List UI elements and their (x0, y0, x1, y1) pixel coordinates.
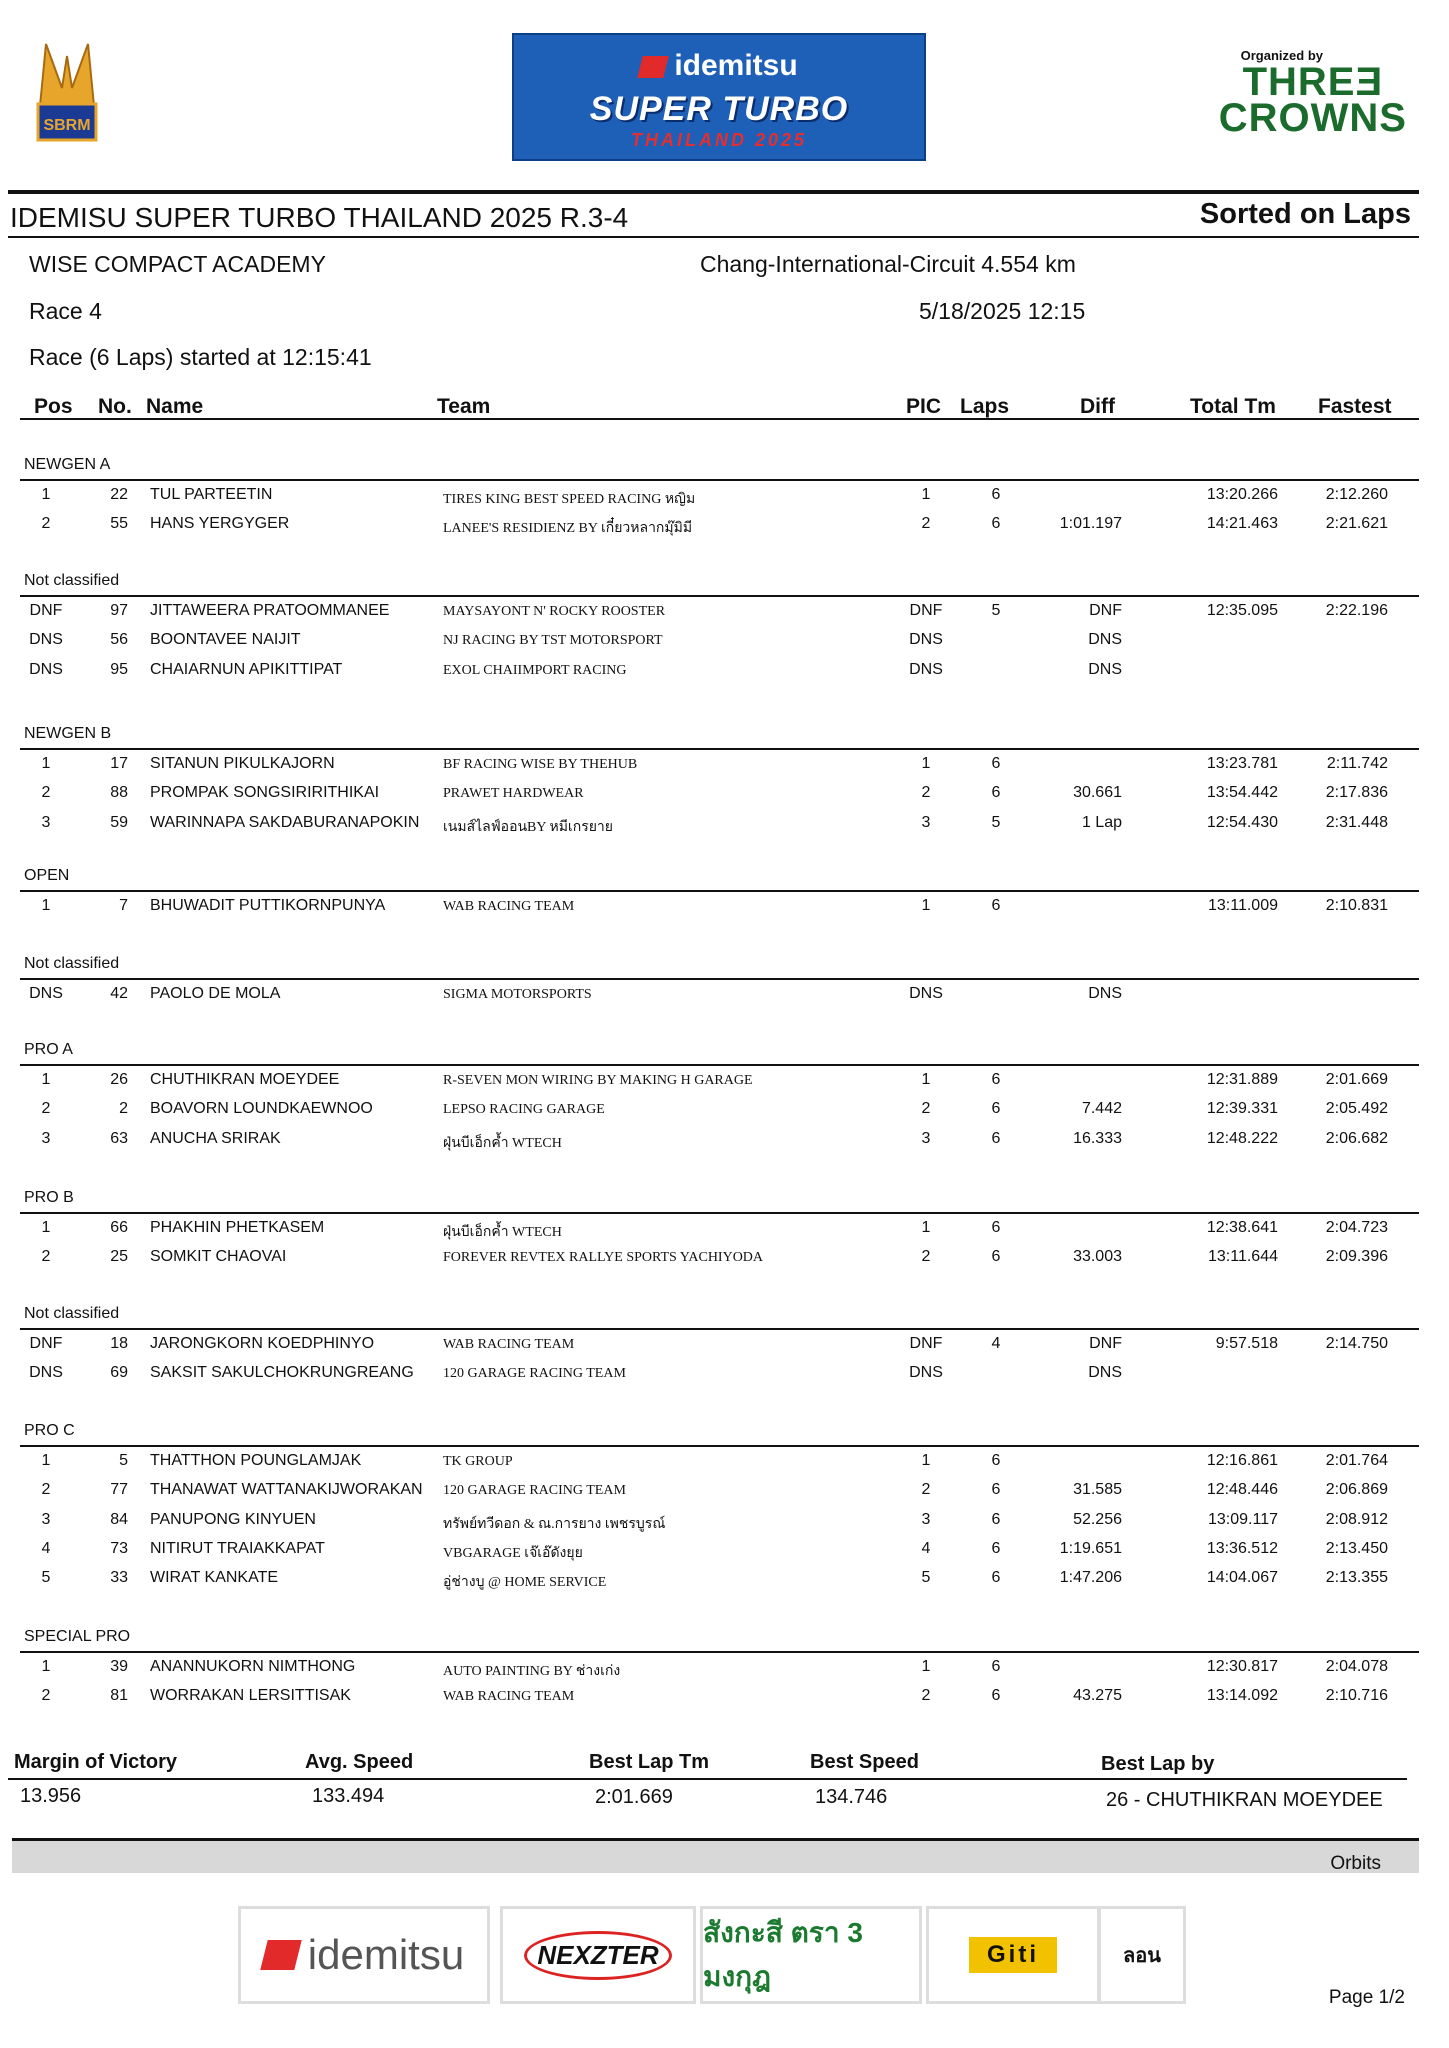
cell-driver-name: WORRAKAN LERSITTISAK (150, 1687, 351, 1705)
cell-fastest: 2:14.750 (1325, 1335, 1388, 1352)
cell-pic: 1 (921, 486, 931, 503)
col-pos: Pos (34, 395, 73, 418)
group-rule (20, 748, 1419, 750)
cell-pic: 2 (921, 1687, 931, 1705)
cell-laps: 6 (991, 897, 1001, 914)
organizer-line1-glyph: Ǝ (1355, 60, 1384, 104)
lon-sponsor-logo (1098, 1906, 1186, 2004)
cell-total-time: 13:54.442 (1206, 784, 1278, 802)
table-row (0, 1364, 1449, 1388)
table-row (0, 1130, 1449, 1154)
cell-no: 84 (110, 1510, 128, 1528)
cell-driver-name: SAKSIT SAKULCHOKRUNGREANG (150, 1364, 414, 1382)
cell-team: WAB RACING TEAM (443, 1337, 575, 1352)
cell-pic: 2 (921, 515, 931, 533)
cell-pic: 4 (921, 1539, 931, 1557)
best-lap-by-value: 26 - CHUTHIKRAN MOEYDEE (1106, 1789, 1383, 1811)
cell-pic: DNS (909, 660, 943, 678)
cell-fastest: 2:10.716 (1325, 1687, 1388, 1705)
cell-no: 39 (110, 1658, 128, 1675)
cell-diff: 33.003 (1073, 1248, 1122, 1266)
group-rule (20, 890, 1419, 892)
cell-pos: 2 (41, 515, 51, 533)
cell-team: FOREVER REVTEX RALLYE SPORTS YACHIYODA (443, 1250, 764, 1266)
cell-no: 97 (110, 602, 128, 619)
group-title: Not classified (24, 572, 120, 589)
cell-pic: 2 (921, 1248, 931, 1266)
cell-pos: 3 (41, 1510, 51, 1528)
cell-driver-name: PHAKHIN PHETKASEM (150, 1219, 325, 1236)
cell-fastest: 2:22.196 (1325, 602, 1388, 619)
group-rule (20, 1328, 1419, 1330)
cell-laps: 6 (991, 1687, 1001, 1705)
cell-pic: DNF (909, 602, 943, 619)
cell-pos: DNS (29, 985, 63, 1002)
cell-pic: DNS (909, 631, 943, 649)
cell-pic: 2 (921, 1100, 931, 1118)
cell-fastest: 2:21.621 (1325, 515, 1388, 533)
margin-label: Margin of Victory (14, 1751, 177, 1773)
cell-no: 26 (110, 1071, 128, 1088)
cell-team: TK GROUP (443, 1454, 513, 1469)
table-row (0, 784, 1449, 808)
group-rule (20, 978, 1419, 980)
cell-no: 81 (110, 1687, 128, 1705)
cell-diff: 30.661 (1073, 784, 1122, 802)
cell-total-time: 13:14.092 (1206, 1687, 1278, 1705)
cell-driver-name: HANS YERGYGER (150, 515, 290, 533)
cell-fastest: 2:12.260 (1325, 486, 1388, 503)
cell-diff: 52.256 (1073, 1510, 1122, 1528)
col-fastest: Fastest (1318, 395, 1392, 418)
cell-total-time: 12:35.095 (1206, 602, 1278, 619)
cell-laps: 6 (991, 1129, 1001, 1147)
group-title: PRO B (24, 1189, 74, 1206)
table-row (0, 1481, 1449, 1505)
cell-driver-name: JARONGKORN KOEDPHINYO (150, 1335, 375, 1352)
group-rule (20, 595, 1419, 597)
sponsor-giti: Giti (969, 1937, 1057, 1973)
cell-pic: 2 (921, 1481, 931, 1499)
cell-no: 33 (110, 1569, 128, 1587)
group-title: Not classified (24, 955, 120, 972)
cell-diff: DNS (1088, 985, 1122, 1002)
race-datetime: 5/18/2025 12:15 (919, 298, 1086, 324)
class-name: WISE COMPACT ACADEMY (29, 251, 326, 277)
table-row (0, 515, 1449, 539)
group-rule (20, 479, 1419, 481)
col-team: Team (437, 395, 491, 418)
cell-laps: 4 (991, 1335, 1001, 1352)
cell-laps: 6 (991, 515, 1001, 533)
summary-rule (8, 1778, 1407, 1780)
cell-total-time: 14:04.067 (1206, 1569, 1278, 1587)
cell-driver-name: TUL PARTEETIN (150, 486, 273, 503)
cell-driver-name: ANANNUKORN NIMTHONG (150, 1658, 356, 1675)
cell-pic: DNF (909, 1335, 943, 1352)
cell-pic: 3 (921, 1510, 931, 1528)
organizer-line2: CROWNS (1218, 96, 1407, 140)
cell-team: LANEE'S RESIDIENZ BY เกี๋ยวหลากมุ๊มิมี (443, 521, 693, 537)
cell-total-time: 13:23.781 (1206, 755, 1278, 772)
cell-diff: 16.333 (1073, 1129, 1122, 1147)
cell-driver-name: CHAIARNUN APIKITTIPAT (150, 660, 343, 678)
race-name: Race 4 (29, 298, 102, 324)
cell-pic: 1 (921, 1219, 931, 1236)
cell-fastest: 2:31.448 (1325, 813, 1388, 831)
cell-total-time: 13:11.009 (1208, 897, 1278, 914)
cell-total-time: 12:48.222 (1206, 1129, 1278, 1147)
cell-no: 77 (110, 1481, 128, 1499)
cell-pic: 3 (921, 1129, 931, 1147)
col-diff: Diff (1080, 395, 1115, 418)
col-total: Total Tm (1190, 395, 1276, 418)
cell-laps: 5 (991, 602, 1001, 619)
cell-pos: DNS (29, 631, 63, 649)
group-rule (20, 1445, 1419, 1447)
organizer-label: Organized by (1240, 48, 1323, 63)
banner-brand: idemitsu (674, 49, 798, 82)
cell-no: 7 (119, 897, 128, 914)
cell-pic: 1 (921, 755, 931, 772)
best-lap-by-label: Best Lap by (1101, 1753, 1215, 1775)
cell-no: 66 (110, 1219, 128, 1236)
group-rule (20, 1212, 1419, 1214)
col-no: No. (98, 395, 132, 418)
cell-diff: 43.275 (1073, 1687, 1122, 1705)
table-row (0, 755, 1449, 779)
best-speed-value: 134.746 (815, 1786, 888, 1808)
cell-team: R-SEVEN MON WIRING BY MAKING H GARAGE (443, 1073, 753, 1088)
sponsor-idemitsu: idemitsu (307, 1931, 465, 1978)
cell-no: 59 (110, 813, 128, 831)
cell-team: MAYSAYONT N' ROCKY ROOSTER (443, 604, 666, 619)
cell-driver-name: BHUWADIT PUTTIKORNPUNYA (150, 897, 386, 914)
table-row (0, 602, 1449, 626)
sponsor-lon: ลอน (1123, 1945, 1161, 1967)
cell-team: 120 GARAGE RACING TEAM (443, 1366, 626, 1382)
cell-driver-name: BOAVORN LOUNDKAEWNOO (150, 1100, 373, 1118)
cell-pos: 1 (41, 897, 51, 914)
sponsor-three-crowns: สังกะสี ตรา 3 มงกุฎ (703, 1917, 863, 1992)
cell-laps: 6 (991, 1452, 1001, 1469)
group-rule (20, 1064, 1419, 1066)
cell-no: 63 (110, 1129, 128, 1147)
group-title: PRO C (24, 1422, 75, 1439)
cell-total-time: 13:36.512 (1206, 1539, 1278, 1557)
event-title: IDEMISU SUPER TURBO THAILAND 2025 R.3-4 (10, 202, 629, 233)
cell-team: VBGARAGE เจ๊เอ๊ดังยุย (443, 1545, 583, 1561)
group-title: Not classified (24, 1305, 120, 1322)
cell-diff: DNF (1089, 1335, 1122, 1352)
table-row (0, 1335, 1449, 1359)
cell-pic: 5 (921, 1569, 931, 1587)
cell-no: 69 (110, 1364, 128, 1382)
cell-driver-name: NITIRUT TRAIAKKAPAT (150, 1539, 325, 1557)
cell-pic: 3 (921, 813, 931, 831)
cell-team: LEPSO RACING GARAGE (443, 1102, 605, 1118)
cell-pic: 1 (921, 1071, 931, 1088)
cell-team: TIRES KING BEST SPEED RACING หญิม (443, 492, 696, 507)
sbrm-logo (32, 36, 102, 148)
three-crowns-sponsor-logo (700, 1906, 922, 2004)
sort-label: Sorted on Laps (1199, 198, 1411, 230)
table-row (0, 1511, 1449, 1535)
banner-subtitle: THAILAND 2025 (630, 130, 808, 150)
cell-laps: 6 (991, 486, 1001, 503)
table-row (0, 897, 1449, 921)
table-row (0, 1569, 1449, 1593)
cell-diff: 7.442 (1081, 1100, 1122, 1118)
col-pic: PIC (906, 395, 942, 418)
cell-pos: 2 (41, 1481, 51, 1499)
header-rule (20, 418, 1419, 420)
table-row (0, 1100, 1449, 1124)
cell-no: 25 (110, 1248, 128, 1266)
table-row (0, 1658, 1449, 1682)
cell-team: BF RACING WISE BY THEHUB (443, 757, 638, 772)
cell-driver-name: JITTAWEERA PRATOOMMANEE (150, 602, 390, 619)
cell-no: 18 (110, 1335, 128, 1352)
cell-driver-name: THATTHON POUNGLAMJAK (150, 1452, 362, 1469)
cell-laps: 5 (991, 813, 1001, 831)
cell-pos: 2 (41, 1100, 51, 1118)
cell-total-time: 12:16.861 (1206, 1452, 1278, 1469)
cell-driver-name: BOONTAVEE NAIJIT (150, 631, 301, 649)
table-row (0, 1687, 1449, 1711)
cell-pic: 1 (921, 897, 931, 914)
cell-diff: DNS (1088, 631, 1122, 649)
cell-driver-name: PAOLO DE MOLA (150, 985, 281, 1002)
cell-fastest: 2:11.742 (1326, 755, 1388, 772)
page-number: Page 1/2 (1328, 1987, 1405, 2008)
cell-diff: 1:19.651 (1059, 1539, 1122, 1557)
timing-bar (12, 1838, 1419, 1873)
cell-laps: 6 (991, 755, 1001, 772)
cell-pos: 3 (41, 813, 51, 831)
cell-team: WAB RACING TEAM (443, 1689, 575, 1705)
banner-title: SUPER TURBO (589, 90, 849, 128)
idemitsu-flag-icon (260, 1940, 301, 1970)
cell-no: 5 (119, 1452, 128, 1469)
cell-driver-name: THANAWAT WATTANAKIJWORAKAN (150, 1481, 423, 1499)
cell-driver-name: SOMKIT CHAOVAI (150, 1248, 287, 1266)
cell-no: 17 (110, 755, 128, 772)
cell-team: ฝุ่นบีเอ็กค้ำ WTECH (443, 1135, 562, 1151)
cell-diff: 1:47.206 (1059, 1569, 1122, 1587)
cell-fastest: 2:17.836 (1325, 784, 1388, 802)
cell-total-time: 13:20.266 (1206, 486, 1278, 503)
cell-driver-name: SITANUN PIKULKAJORN (150, 755, 335, 772)
group-title: OPEN (24, 867, 70, 884)
cell-laps: 6 (991, 1071, 1001, 1088)
cell-fastest: 2:06.682 (1325, 1129, 1388, 1147)
avg-speed-label: Avg. Speed (305, 1751, 414, 1773)
cell-team: AUTO PAINTING BY ช่างเก่ง (443, 1664, 621, 1679)
cell-team: SIGMA MOTORSPORTS (443, 987, 592, 1002)
cell-total-time: 12:38.641 (1206, 1219, 1278, 1236)
cell-laps: 6 (991, 1100, 1001, 1118)
table-row (0, 1540, 1449, 1564)
cell-pos: 1 (41, 1219, 51, 1236)
table-row (0, 1219, 1449, 1243)
cell-pos: 2 (41, 784, 51, 802)
cell-pos: DNF (29, 602, 63, 619)
nexzter-sponsor-logo (500, 1906, 696, 2004)
cell-diff: DNF (1089, 602, 1122, 619)
cell-team: WAB RACING TEAM (443, 899, 575, 914)
table-row (0, 661, 1449, 685)
cell-fastest: 2:01.669 (1325, 1071, 1388, 1088)
cell-team: เนมส์ไลฟ์ออนBY หมีเกรยาย (443, 819, 613, 835)
cell-pos: 2 (41, 1248, 51, 1266)
cell-fastest: 2:09.396 (1325, 1248, 1388, 1266)
cell-total-time: 13:09.117 (1208, 1510, 1278, 1528)
organizer-line1: THRE (1242, 60, 1356, 104)
cell-no: 2 (119, 1100, 128, 1118)
cell-pos: 1 (41, 1071, 51, 1088)
table-row (0, 814, 1449, 838)
cell-laps: 6 (991, 1481, 1001, 1499)
cell-fastest: 2:04.723 (1325, 1219, 1388, 1236)
cell-pos: 1 (41, 1658, 51, 1675)
col-name: Name (146, 395, 204, 418)
title-bottom-rule (8, 236, 1419, 238)
cell-pic: 2 (921, 784, 931, 802)
cell-fastest: 2:01.764 (1325, 1452, 1388, 1469)
cell-laps: 6 (991, 1569, 1001, 1587)
cell-team: EXOL CHAIIMPORT RACING (443, 662, 627, 678)
cell-total-time: 12:30.817 (1206, 1658, 1278, 1675)
cell-pos: 5 (41, 1569, 51, 1587)
cell-driver-name: WARINNAPA SAKDABURANAPOKIN (150, 813, 420, 831)
cell-laps: 6 (991, 1248, 1001, 1266)
cell-pic: DNS (909, 1364, 943, 1382)
best-lap-label: Best Lap Tm (589, 1751, 710, 1773)
cell-pos: DNS (29, 660, 63, 678)
cell-pos: 3 (41, 1129, 51, 1147)
cell-fastest: 2:08.912 (1325, 1510, 1388, 1528)
table-row (0, 631, 1449, 655)
avg-speed-value: 133.494 (312, 1785, 385, 1807)
best-lap-value: 2:01.669 (595, 1786, 673, 1808)
cell-driver-name: CHUTHIKRAN MOEYDEE (150, 1071, 340, 1088)
group-rule (20, 1651, 1419, 1653)
cell-pos: 2 (41, 1687, 51, 1705)
cell-no: 42 (110, 985, 128, 1002)
cell-diff: DNS (1088, 1364, 1122, 1382)
giti-sponsor-logo (926, 1906, 1100, 2004)
cell-total-time: 12:39.331 (1206, 1100, 1278, 1118)
cell-team: ฝุ่นบีเอ็กค้ำ WTECH (443, 1225, 562, 1240)
cell-diff: 1:01.197 (1059, 515, 1122, 533)
cell-team: NJ RACING BY TST MOTORSPORT (443, 633, 663, 649)
cell-no: 73 (110, 1539, 128, 1557)
cell-fastest: 2:06.869 (1325, 1481, 1388, 1499)
margin-value: 13.956 (20, 1785, 82, 1807)
cell-driver-name: ANUCHA SRIRAK (150, 1129, 281, 1147)
cell-no: 56 (110, 631, 128, 649)
cell-no: 88 (110, 784, 128, 802)
cell-fastest: 2:10.831 (1325, 897, 1388, 914)
cell-laps: 6 (991, 1539, 1001, 1557)
group-title: PRO A (24, 1041, 73, 1058)
col-laps: Laps (960, 395, 1010, 418)
cell-fastest: 2:13.355 (1325, 1569, 1388, 1587)
cell-team: ทรัพย์ทวีดอก & ณ.การยาง เพชรบูรณ์ (443, 1516, 666, 1532)
group-title: NEWGEN B (24, 725, 112, 742)
three-crowns-logo (1218, 60, 1407, 140)
cell-total-time: 9:57.518 (1215, 1335, 1278, 1352)
cell-fastest: 2:04.078 (1325, 1658, 1388, 1675)
cell-pos: 1 (41, 755, 51, 772)
title-top-rule (8, 190, 1419, 194)
cell-team: PRAWET HARDWEAR (443, 786, 584, 802)
timing-label: Orbits (1330, 1853, 1381, 1874)
cell-fastest: 2:05.492 (1325, 1100, 1388, 1118)
cell-driver-name: PROMPAK SONGSIRIRITHIKAI (150, 784, 380, 802)
sponsor-nexzter: NEXZTER (524, 1931, 671, 1980)
cell-pos: 1 (41, 1452, 51, 1469)
table-row (0, 486, 1449, 510)
cell-no: 55 (110, 515, 128, 533)
sbrm-logo-text: SBRM (43, 117, 91, 134)
cell-total-time: 12:48.446 (1206, 1481, 1278, 1499)
cell-no: 22 (110, 486, 128, 503)
cell-diff: 31.585 (1073, 1481, 1122, 1499)
idemitsu-flag-icon (638, 56, 669, 78)
idemitsu-sponsor-logo (238, 1906, 490, 2004)
cell-laps: 6 (991, 784, 1001, 802)
cell-pic: DNS (909, 985, 943, 1002)
cell-pos: 4 (41, 1539, 51, 1557)
race-info: Race (6 Laps) started at 12:15:41 (29, 344, 372, 370)
cell-fastest: 2:13.450 (1325, 1539, 1388, 1557)
circuit: Chang-International-Circuit 4.554 km (700, 251, 1076, 277)
table-row (0, 985, 1449, 1009)
cell-driver-name: PANUPONG KINYUEN (150, 1510, 316, 1528)
cell-pos: DNF (29, 1335, 63, 1352)
cell-diff: 1 Lap (1081, 813, 1122, 831)
cell-laps: 6 (991, 1510, 1001, 1528)
table-row (0, 1452, 1449, 1476)
cell-diff: DNS (1088, 660, 1122, 678)
cell-team: อู่ช่างบู @ HOME SERVICE (443, 1575, 607, 1591)
super-turbo-banner-logo (512, 33, 926, 161)
cell-pic: 1 (921, 1658, 931, 1675)
cell-pos: DNS (29, 1364, 63, 1382)
best-speed-label: Best Speed (810, 1751, 919, 1773)
cell-pic: 1 (921, 1452, 931, 1469)
cell-team: 120 GARAGE RACING TEAM (443, 1483, 626, 1499)
group-title: SPECIAL PRO (24, 1628, 131, 1645)
cell-driver-name: WIRAT KANKATE (150, 1569, 279, 1587)
cell-total-time: 13:11.644 (1208, 1248, 1278, 1266)
table-row (0, 1071, 1449, 1095)
cell-laps: 6 (991, 1658, 1001, 1675)
cell-total-time: 14:21.463 (1206, 515, 1278, 533)
cell-laps: 6 (991, 1219, 1001, 1236)
cell-no: 95 (110, 660, 128, 678)
table-row (0, 1248, 1449, 1272)
group-title: NEWGEN A (24, 456, 111, 473)
cell-pos: 1 (41, 486, 51, 503)
cell-total-time: 12:31.889 (1206, 1071, 1278, 1088)
cell-total-time: 12:54.430 (1206, 813, 1278, 831)
